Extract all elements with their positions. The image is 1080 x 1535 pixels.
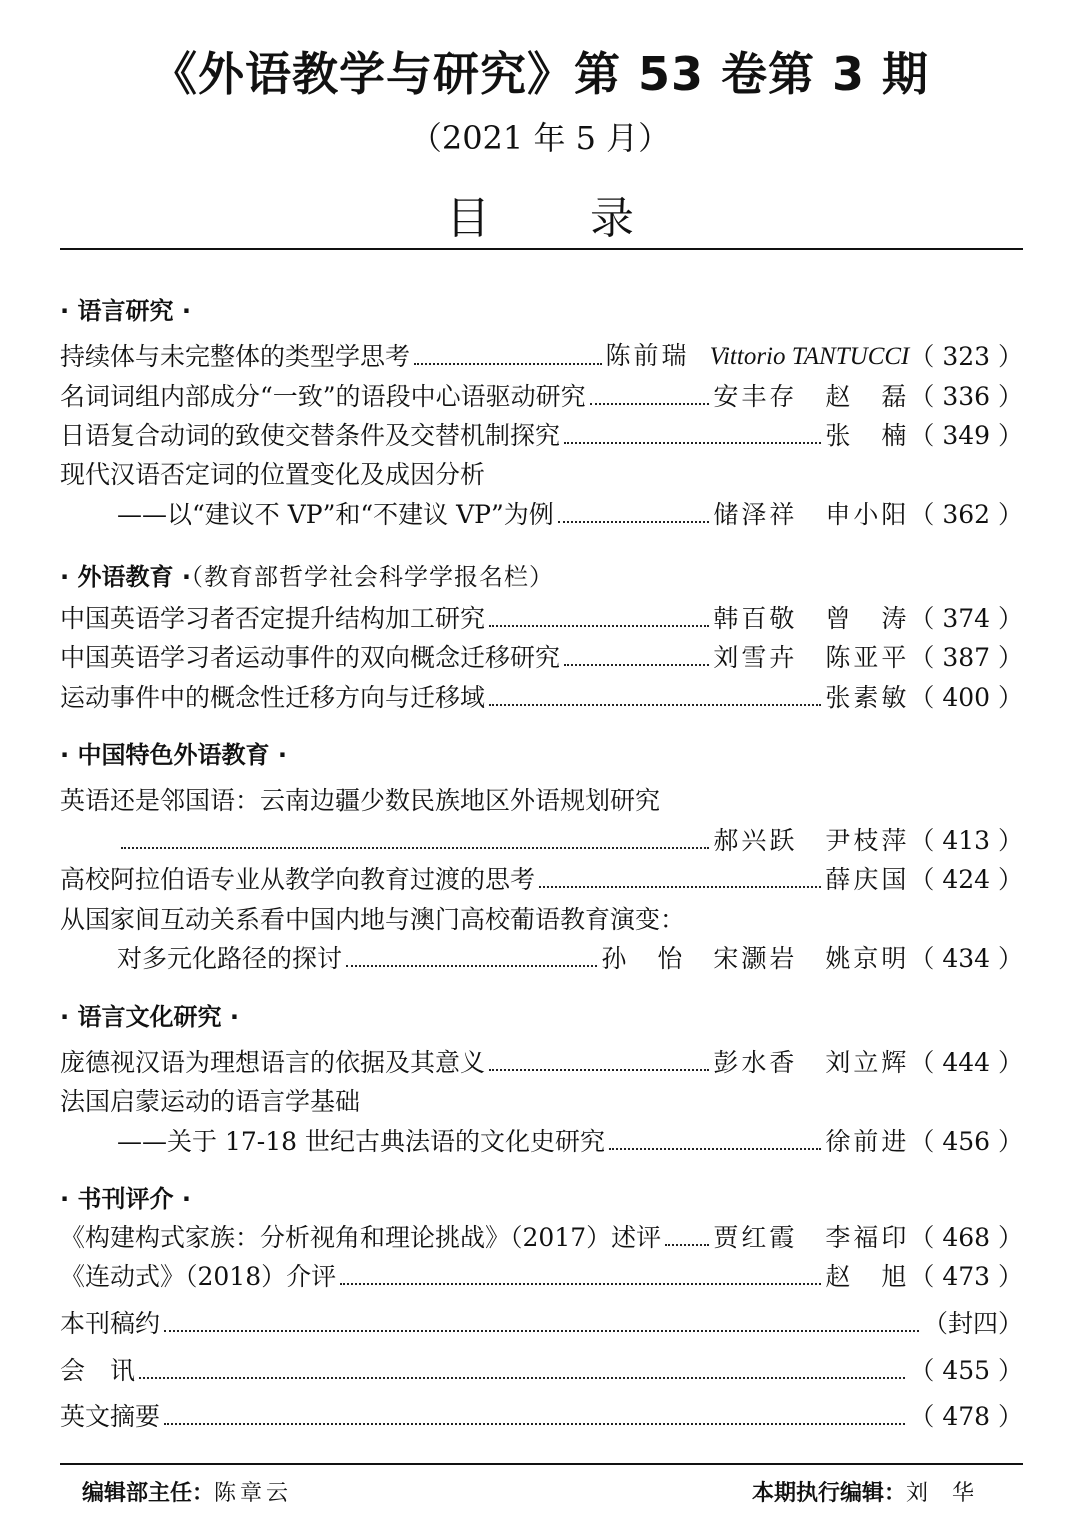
entry-title: 《构建构式家族：分析视角和理论挑战》（2017）述评 (60, 1223, 662, 1252)
dot-leader (489, 704, 821, 706)
toc-entry[interactable] (60, 419, 1023, 453)
dot-leader (121, 847, 709, 849)
entry-authors: 张 楠 (825, 421, 910, 450)
dot-leader (340, 1283, 821, 1285)
executive-editor (752, 1476, 998, 1507)
editor-in-chief (82, 1476, 292, 1507)
dot-leader (489, 1069, 709, 1071)
entry-title: 高校阿拉伯语专业从教学向教育过渡的思考 (60, 865, 536, 894)
entry-title: 日语复合动词的致使交替条件及交替机制探究 (60, 421, 561, 450)
toc-entry[interactable] (60, 340, 1023, 374)
entry-page: （ 468 ） (909, 1223, 1023, 1252)
entry-authors: 郝兴跃 尹枝萍 (713, 826, 910, 855)
entry-page: （ 336 ） (909, 382, 1023, 411)
entry-page: （ 362 ） (909, 500, 1023, 529)
entry-title: 名词词组内部成分“一致”的语段中心语驱动研究 (60, 382, 586, 411)
dot-leader (609, 1148, 821, 1150)
toc-entry[interactable] (60, 380, 1023, 414)
dot-leader (414, 363, 602, 365)
entry-title[interactable]: 从国家间互动关系看中国内地与澳门高校葡语教育演变： (60, 905, 686, 934)
dot-leader (164, 1330, 919, 1332)
entry-page: （ 349 ） (909, 421, 1023, 450)
entry-authors: 薛庆国 (825, 865, 910, 894)
toc-entry[interactable] (60, 641, 1023, 675)
entry-page: （ 400 ） (909, 683, 1023, 712)
entry-authors: 徐前进 (825, 1127, 910, 1156)
entry-subtitle: ——以“建议不 VP”和“不建议 VP”为例 (117, 500, 554, 529)
entry-page: （ 456 ） (909, 1127, 1023, 1156)
toc-entry[interactable] (117, 1125, 1023, 1159)
entry-authors: 赵 旭 (825, 1262, 910, 1291)
dot-leader (346, 965, 597, 967)
entry-title: 《连动式》（2018）介评 (60, 1262, 337, 1291)
issue-date: （2021 年 5 月） (409, 119, 671, 157)
top-divider (60, 248, 1023, 250)
entry-authors: 储泽祥 申小阳 (713, 500, 910, 529)
dot-leader (139, 1377, 905, 1379)
entry-authors: 张素敏 (825, 683, 910, 712)
entry-page: （ 434 ） (909, 944, 1023, 973)
entry-title: 庞德视汉语为理想语言的依据及其意义 (60, 1048, 486, 1077)
entry-page: （ 444 ） (909, 1048, 1023, 1077)
entry-title: 中国英语学习者运动事件的双向概念迁移研究 (60, 643, 561, 672)
entry-authors: 韩百敬 曾 涛 (713, 604, 910, 633)
toc-entry[interactable] (117, 498, 1023, 532)
section-heading-foreign-language-education: · 外语教育 ·（教育部哲学社会科学学报名栏） (60, 563, 554, 591)
entry-title[interactable]: 英语还是邻国语：云南边疆少数民族地区外语规划研究 (60, 786, 661, 815)
entry-authors: 刘雪卉 陈亚平 (713, 643, 910, 672)
toc-entry[interactable] (60, 1260, 1023, 1294)
entry-page: （ 455 ） (909, 1356, 1023, 1385)
dot-leader (665, 1244, 709, 1246)
entry-authors: 安丰存 赵 磊 (713, 382, 910, 411)
entry-page: （ 413 ） (909, 826, 1023, 855)
toc-entry[interactable] (60, 1221, 1023, 1255)
toc-heading: 目录 (446, 193, 734, 244)
dot-leader (564, 442, 821, 444)
entry-title: 运动事件中的概念性迁移方向与迁移域 (60, 683, 486, 712)
toc-entry-misc[interactable] (60, 1400, 1023, 1434)
entry-title: 英文摘要 (60, 1402, 161, 1431)
entry-title[interactable]: 法国启蒙运动的语言学基础 (60, 1087, 361, 1116)
entry-authors: 孙 怡 宋灏岩 姚京明 (601, 944, 910, 973)
exec-editor-name: 刘华 (905, 1481, 998, 1506)
entry-title[interactable]: 现代汉语否定词的位置变化及成因分析 (60, 460, 486, 489)
toc-entry[interactable] (60, 602, 1023, 636)
toc-entry[interactable] (117, 942, 1023, 976)
dot-leader (564, 664, 709, 666)
entry-page: （封四） (922, 1309, 1023, 1338)
section-heading-language-research: · 语言研究 · (60, 297, 191, 325)
entry-page: （ 473 ） (909, 1262, 1023, 1291)
section-heading-chinese-characteristics: · 中国特色外语教育 · (60, 741, 287, 769)
entry-authors: 陈前瑞 Vittorio TANTUCCI (605, 341, 910, 370)
dot-leader (489, 625, 709, 627)
entry-title: 中国英语学习者否定提升结构加工研究 (60, 604, 486, 633)
entry-title: 本刊稿约 (60, 1309, 161, 1338)
toc-entry[interactable] (117, 824, 1023, 858)
dot-leader (164, 1423, 905, 1425)
entry-page: （ 478 ） (909, 1402, 1023, 1431)
toc-entry-misc[interactable] (60, 1354, 1023, 1388)
entry-title: 会 讯 (60, 1356, 136, 1385)
editor-name: 陈章云 (214, 1481, 293, 1506)
dot-leader (558, 521, 710, 523)
bottom-divider (60, 1463, 1023, 1465)
editor-label: 编辑部主任： (82, 1481, 215, 1506)
entry-page: （ 424 ） (909, 865, 1023, 894)
toc-entry[interactable] (60, 1046, 1023, 1080)
toc-entry-misc[interactable] (60, 1307, 1023, 1341)
toc-entry[interactable] (60, 681, 1023, 715)
entry-authors: 彭水香 刘立辉 (713, 1048, 910, 1077)
journal-title: 《外语教学与研究》第 53 卷第 3 期 (150, 47, 930, 101)
section-heading-book-reviews: · 书刊评介 · (60, 1185, 191, 1213)
entry-title: 持续体与未完整体的类型学思考 (60, 342, 411, 371)
exec-editor-label: 本期执行编辑： (751, 1481, 906, 1506)
dot-leader (590, 403, 710, 405)
entry-page: （ 323 ） (909, 342, 1023, 371)
entry-page: （ 387 ） (909, 643, 1023, 672)
dot-leader (539, 886, 821, 888)
toc-entry[interactable] (60, 863, 1023, 897)
entry-page: （ 374 ） (909, 604, 1023, 633)
entry-authors: 贾红霞 李福印 (713, 1223, 910, 1252)
entry-subtitle: ——关于 17-18 世纪古典法语的文化史研究 (117, 1127, 605, 1156)
section-note: （教育部哲学社会科学学报名栏） (190, 563, 554, 591)
section-heading-language-culture: · 语言文化研究 · (60, 1003, 239, 1031)
entry-subtitle: 对多元化路径的探讨 (117, 944, 343, 973)
entry-authors-latin: Vittorio TANTUCCI (709, 343, 910, 370)
